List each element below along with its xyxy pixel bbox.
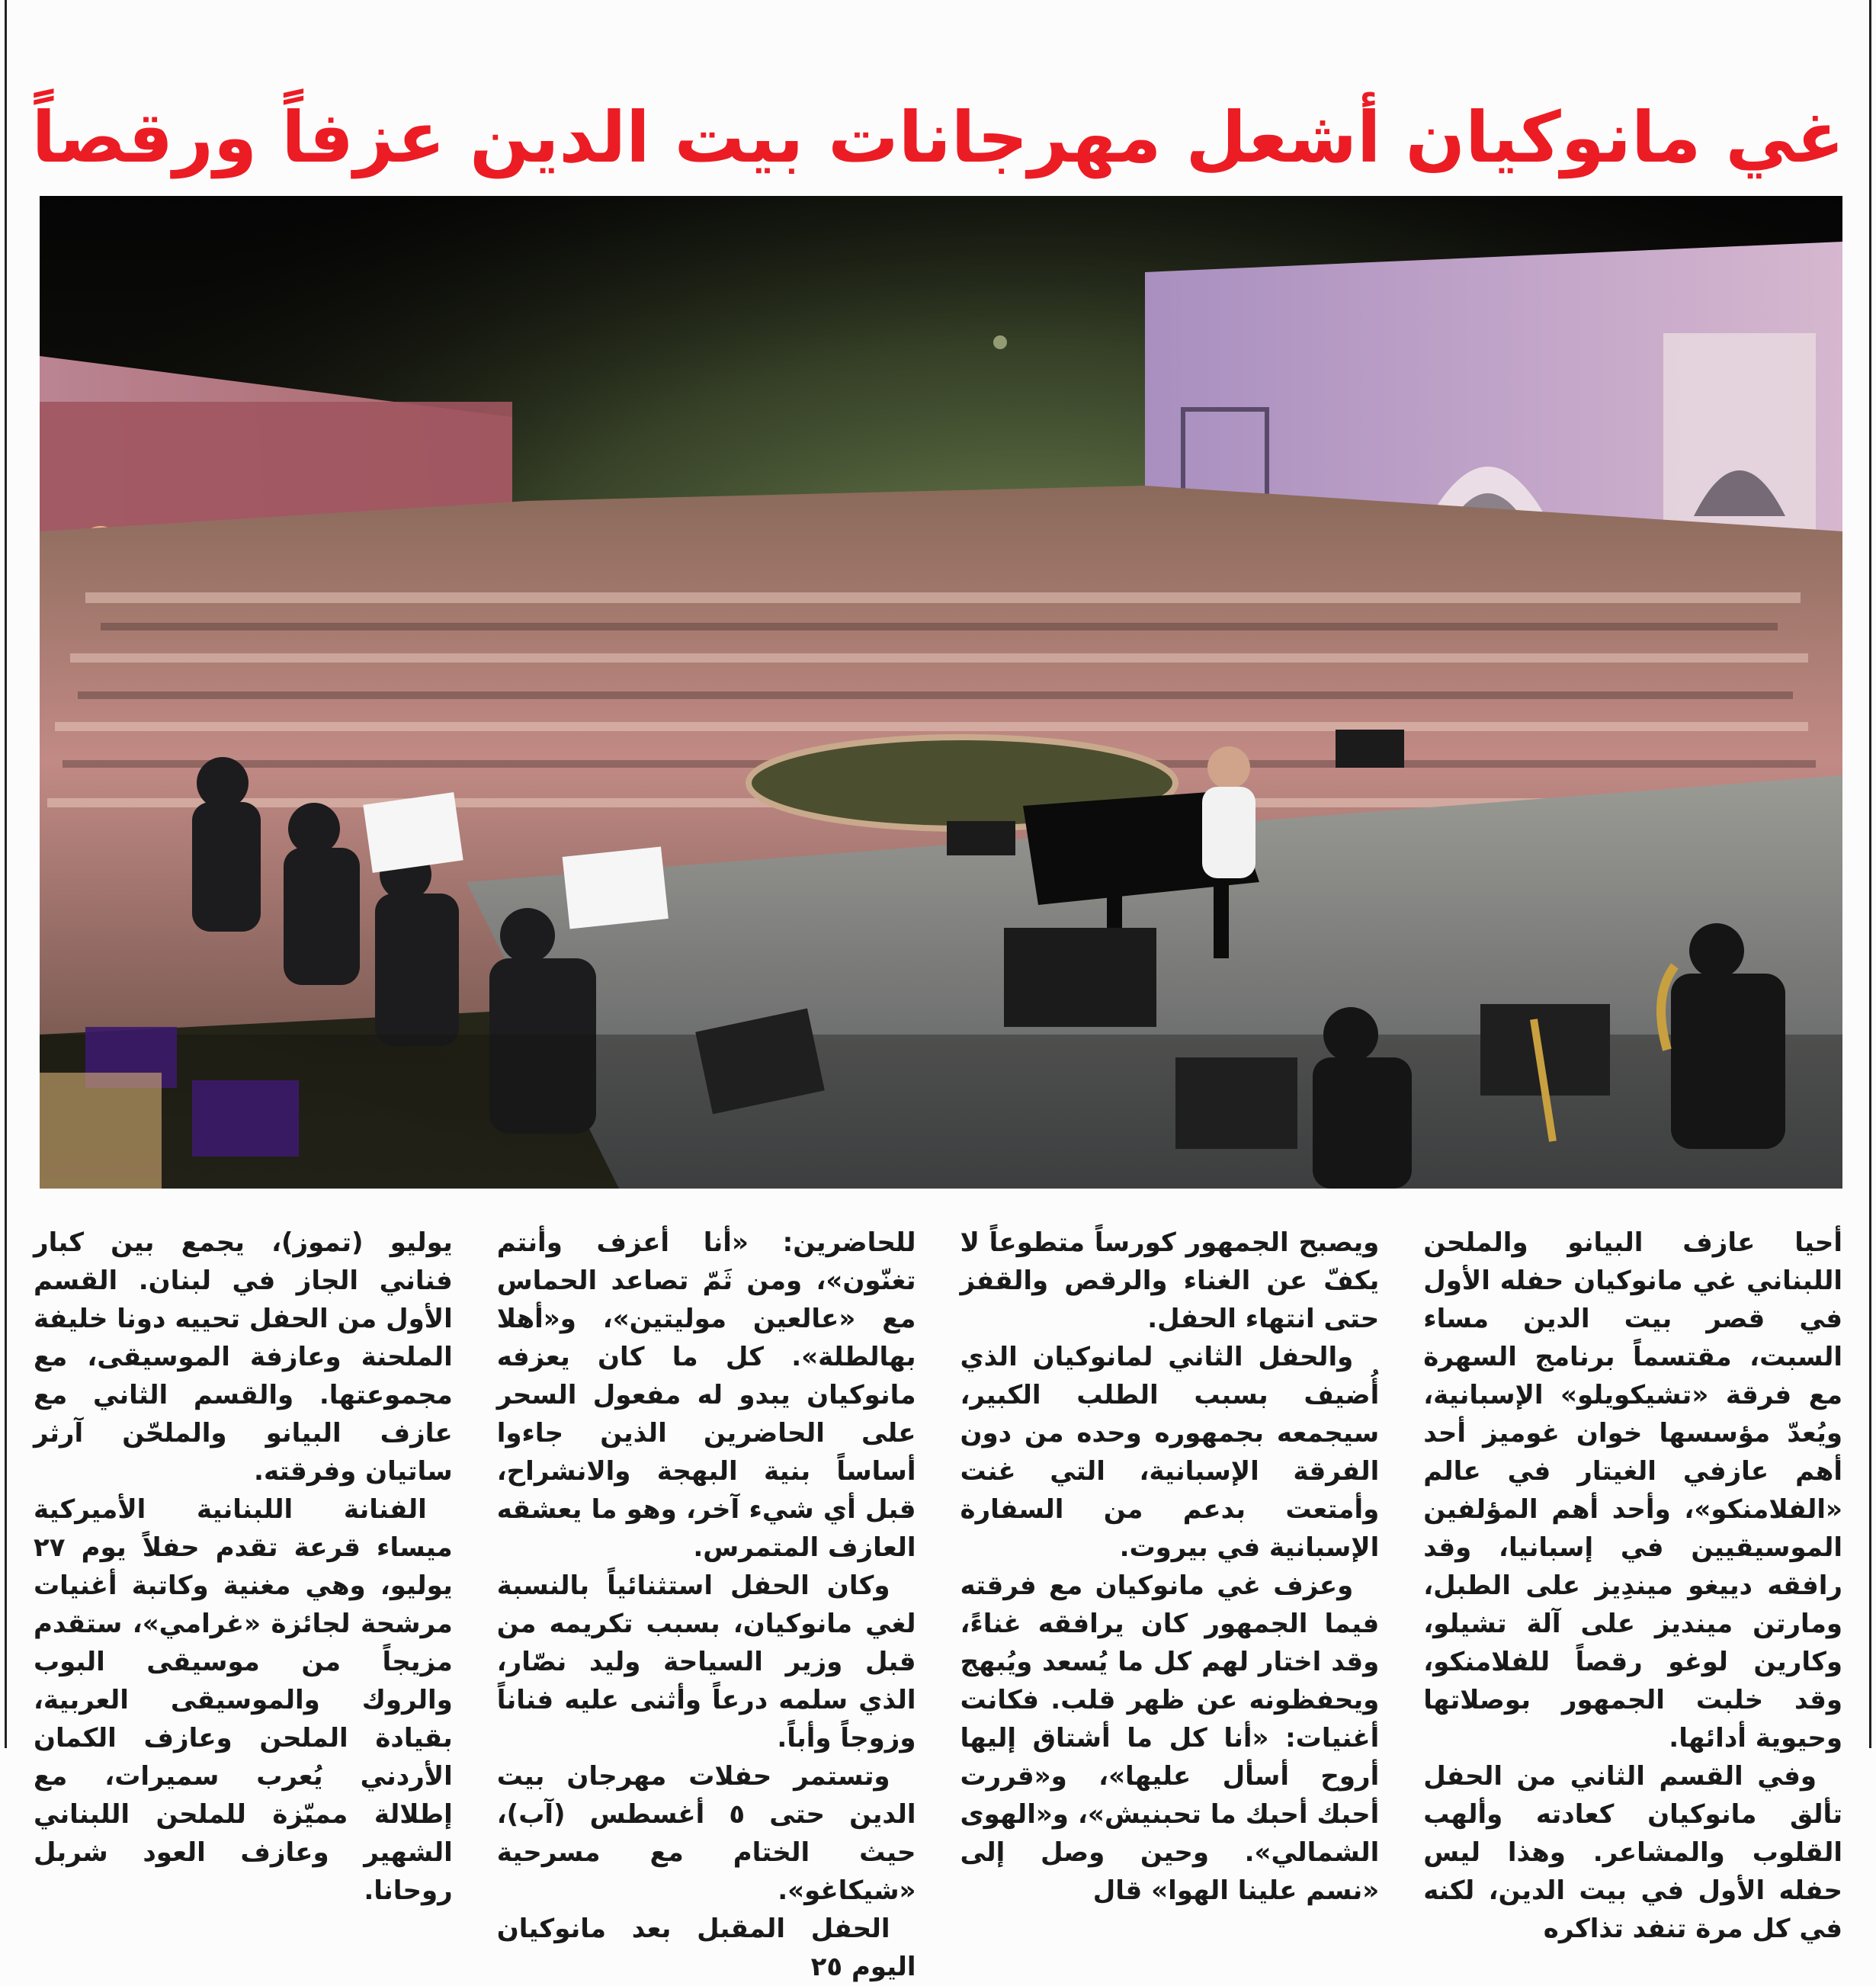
paragraph: ويصبح الجمهور كورساً متطوعاً لا يكفّ عن الغناء والرقص والقفز حتى انتهاء الحفل. bbox=[960, 1227, 1380, 1334]
article-columns bbox=[34, 1224, 1842, 1982]
paragraph: للحاضرين: «أنا أعزف وأنتم تغنّون»، ومن ثَمّ تصاعد الحماس مع «عالعين موليتين»، و«أهلا بهالطلة». كل ما كان يعزفه مانوكيان يبدو له مفعول السحر على الحاضرين الذين جاءوا أساساً بنية البهجة والانشراح، قبل أي شيء آخر، وهو ما يعشقه العازف المتمرس. bbox=[496, 1227, 916, 1563]
paragraph: وفي القسم الثاني من الحفل تألق مانوكيان كعادته وألهب القلوب والمشاعر. وهذا ليس حفله الأول في بيت الدين، لكنه في كل مرة تنفد تذاكره bbox=[1423, 1761, 1842, 1944]
concert-photo bbox=[40, 196, 1842, 1189]
paragraph: وكان الحفل استثنائياً بالنسبة لغي مانوكيان، بسبب تكريمه من قبل وزير السياحة وليد نصّار، الذي سلمه درعاً وأثنى عليه فناناً وزوجاً وأباً. bbox=[496, 1571, 916, 1753]
paragraph: وتستمر حفلات مهرجان بيت الدين حتى ٥ أغسطس (آب)، حيث الختام مع مسرحية «شيكاغو». bbox=[496, 1761, 916, 1906]
paragraph: الفنانة اللبنانية الأميركية ميساء قرعة تقدم حفلاً يوم ٢٧ يوليو، وهي مغنية وكاتبة أغنيات مرشحة لجائزة «غرامي»، ستقدم مزيجاً من موسيقى البوب والروك والموسيقى العربية، بقيادة الملحن وعازف الكمان الأردني يُعرب سميرات، مع إطلالة مميّزة للملحن اللبناني الشهير وعازف العود شربل روحانا. bbox=[34, 1494, 453, 1906]
article-column-1 bbox=[1423, 1224, 1842, 1986]
paragraph: والحفل الثاني لمانوكيان الذي أُضيف بسبب الطلب الكبير، سيجمعه بجمهوره وحده من دون الفرقة الإسبانية، التي غنت وأمتعت بدعم من السفارة الإسبانية في بيروت. bbox=[960, 1342, 1380, 1563]
headline: غي مانوكيان أشعل مهرجانات بيت الدين عزفاً ورقصاً bbox=[31, 97, 1845, 179]
paragraph: يوليو (تموز)، يجمع بين كبار فناني الجاز في لبنان. القسم الأول من الحفل تحييه دونا خليفة الملحنة وعازفة الموسيقى، مع مجموعتها. والقسم الثاني مع عازف البيانو والملحّن آرثر ساتيان وفرقته. bbox=[34, 1227, 453, 1487]
article-column-4 bbox=[34, 1224, 453, 1986]
paragraph: أحيا عازف البيانو والملحن اللبناني غي مانوكيان حفله الأول في قصر بيت الدين مساء السبت، مقتسماً برنامج السهرة مع فرقة «تشيكويلو» الإسبانية، ويُعدّ مؤسسها خوان غوميز أحد أهم عازفي الغيتار في عالم «الفلامنكو»، وأحد أهم المؤلفين الموسيقيين في إسبانيا، وقد رافقه دييغو ميندِيز على الطبل، ومارتن مينديز على آلة تشيلو، وكارين لوغو رقصاً للفلامنكو، وقد خلبت الجمهور بوصلاتها وحيوية أدائها. bbox=[1423, 1227, 1842, 1753]
article-column-3 bbox=[497, 1224, 916, 1986]
paragraph: الحفل المقبل بعد مانوكيان اليوم ٢٥ bbox=[496, 1914, 916, 1982]
paragraph: وعزف غي مانوكيان مع فرقته فيما الجمهور كان يرافقه غناءً، وقد اختار لهم كل ما يُسعد ويُبهج ويحفظونه عن ظهر قلب. فكانت أغنيات: «أنا كل ما أشتاق إليها أروح أسأل عليها»، و«قررت أحبك أحبك ما تحبنيش»، و«الهوى الشمالي». وحين وصل إلى «نسم علينا الهوا» قال bbox=[960, 1571, 1380, 1906]
concert-photo-illustration bbox=[40, 196, 1842, 1189]
article-column-2 bbox=[960, 1224, 1380, 1986]
